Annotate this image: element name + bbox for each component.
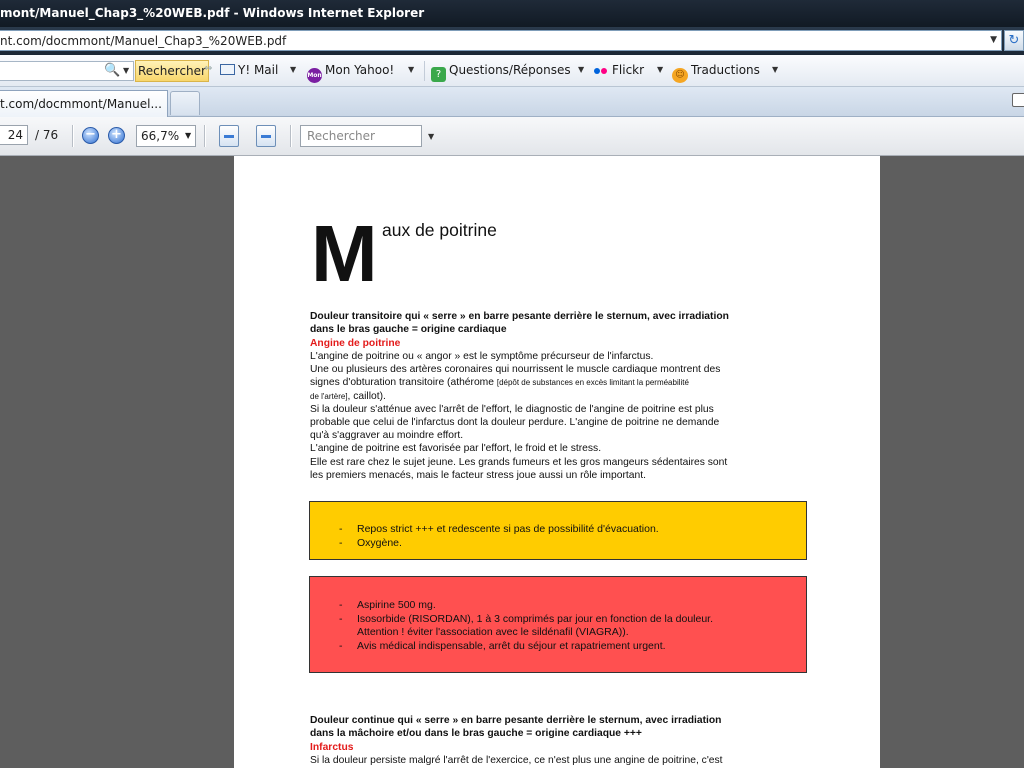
rechercher-button[interactable]: Rechercher [135,60,209,82]
toolbar-divider [72,125,74,147]
section1-lead: Douleur transitoire qui « serre » en barre pesante derrière le sternum, avec irradiation dans le bras gauche = origine cardiaque [310,311,729,336]
address-input[interactable] [0,30,1002,51]
yahoo-icon: Mon [307,68,322,83]
first-aid-box [309,501,807,560]
medication-box [309,576,807,673]
list-item: - Oxygène. [339,536,402,549]
address-bar [0,27,1024,55]
chevron-down-icon[interactable]: ▼ [428,132,435,141]
window-title-bar [0,0,1024,27]
mon-yahoo-link[interactable]: Mon Mon Yahoo! [307,63,394,83]
questions-dropdown-icon[interactable]: ▼ [578,65,585,74]
window-title: mont/Manuel_Chap3_%20WEB.pdf - Windows Internet Explorer [0,6,425,20]
section2-body: Si la douleur persiste malgré l'arrêt de l'exercice, ce n'est plus une angine de poitrine, c'est [310,755,723,766]
zoom-in-button[interactable] [108,127,125,144]
traductions-dropdown-icon[interactable]: ▼ [772,65,779,74]
refresh-button[interactable] [1004,30,1024,51]
flickr-link[interactable]: Flickr [594,63,644,77]
page-total: / 76 [35,128,59,142]
answers-icon: ? [431,67,446,82]
new-tab-button[interactable] [170,91,200,115]
section1-body: L'angine de poitrine ou « angor » est le symptôme précurseur de l'infarctus. Une ou plusieurs des artères coronaires qui nourrissent le muscle cardiaque montrent des signes d'obturation transitoire (athérome [dépôt de substances en excès limitant la perméabilité de l'artère], caillot). Si la douleur s'atténue avec l'arrêt de l'effort, le diagnostic de l'angine de poitrine est plus probable que celui de l'infarctus dont la douleur perdure. L'angine de poitrine ne demande qu'à s'aggraver au moindre effort. L'angine de poitrine est favorisée par l'effort, le froid et le stress. Elle est rare chez le sujet jeune. Les grands fumeurs et les gros mangeurs sédentaires sont les premiers menacés, mais le facteur stress joue aussi un rôle important. [310,351,728,481]
questions-reponses-link[interactable]: ? Questions/Réponses [431,63,571,82]
ymail-dropdown-icon[interactable]: ▼ [290,65,297,74]
home-icon[interactable] [1012,93,1024,107]
translate-icon: ☺ [672,68,688,83]
toolbar-divider [204,125,206,147]
section2-subtitle: Infarctus [310,742,354,753]
page-number-input[interactable]: 24 [0,125,28,145]
zoom-out-icon: − [85,127,96,142]
page-heading: aux de poitrine [382,220,497,240]
ymail-link[interactable]: Y! Mail [220,63,278,77]
document-viewport[interactable] [0,156,1024,768]
fit-width-button[interactable] [219,125,239,147]
pdf-toolbar [0,117,1024,156]
toolbar-divider [290,125,292,147]
fit-page-button[interactable] [256,125,276,147]
mon-yahoo-dropdown-icon[interactable]: ▼ [408,65,415,74]
list-item: - Aspirine 500 mg. [339,599,436,611]
flickr-dropdown-icon[interactable]: ▼ [657,65,664,74]
address-url: nt.com/docmmont/Manuel_Chap3_%20WEB.pdf [0,34,287,48]
toolbar-search-input[interactable] [0,61,134,81]
toolbar-divider [424,61,425,81]
heading-dropcap: M [311,209,378,298]
chevron-down-icon[interactable]: ▼ [123,66,130,75]
list-item-continuation: Attention ! éviter l'association avec le sildénafil (VIAGRA)). [357,626,629,638]
pdf-page [234,156,880,768]
flickr-icon [594,63,608,77]
mail-icon [220,64,235,75]
list-item: - Repos strict +++ et redescente si pas de possibilité d'évacuation. [339,523,659,535]
tab-active[interactable]: t.com/docmmont/Manuel... [0,90,168,117]
address-dropdown-icon[interactable]: ▼ [990,35,997,45]
pdf-search-input[interactable]: Rechercher [300,125,422,147]
separator-icon: ⇔ [204,63,213,74]
list-item: - Avis médical indispensable, arrêt du séjour et rapatriement urgent. [339,639,666,652]
section1-subtitle: Angine de poitrine [310,338,401,349]
chevron-down-icon: ▼ [185,131,192,140]
search-icon[interactable]: 🔍 [104,63,121,78]
refresh-icon: ↻ [1008,33,1020,48]
traductions-link[interactable]: ☺ Traductions [672,63,760,83]
tab-strip [0,87,1024,117]
links-toolbar [0,55,1024,87]
zoom-select[interactable]: 66,7% ▼ [136,125,196,147]
list-item: - Isosorbide (RISORDAN), 1 à 3 comprimés par jour en fonction de la douleur. [339,612,714,625]
zoom-out-button[interactable] [82,127,99,144]
zoom-in-icon: + [111,127,122,142]
section2-lead: Douleur continue qui « serre » en barre pesante derrière le sternum, avec irradiation dans la mâchoire et/ou dans le bras gauche = origine cardiaque +++ [310,715,722,740]
